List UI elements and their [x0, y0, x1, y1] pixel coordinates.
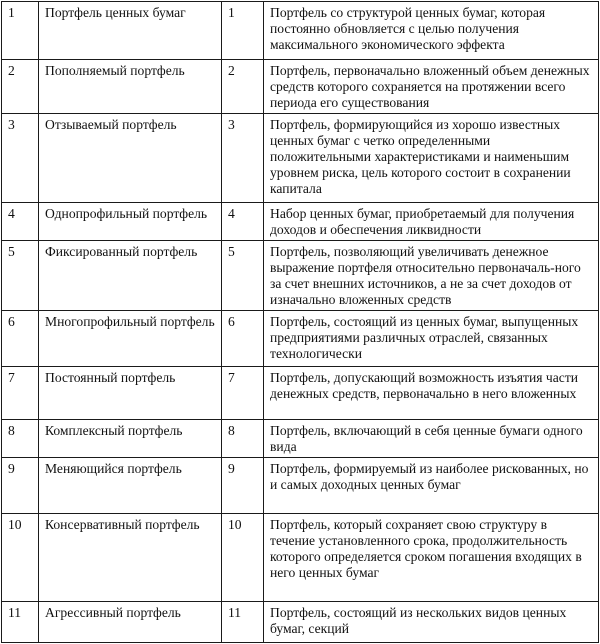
table-row	[2, 2, 599, 60]
definition-number: 5	[222, 240, 264, 310]
definition-number: 8	[222, 420, 264, 458]
definition-cell: Набор ценных бумаг, приобретаемый для получения доходов и обеспечения ликвидности	[264, 202, 599, 240]
definition-number: 6	[222, 310, 264, 366]
term-cell: Фиксированный портфель	[39, 240, 222, 310]
definition-cell: Портфель, который сохраняет свою структуру в течение установленного срока, продолжительность которого определяется сроком погашения входящих в него ценных бумаг	[264, 513, 599, 601]
term-number: 10	[2, 513, 39, 601]
table-row	[2, 202, 599, 240]
definition-cell: Портфель, формируемый из наиболее рискованных, но и самых доходных ценных бумаг	[264, 458, 599, 513]
definition-number: 1	[222, 2, 264, 60]
definition-number: 3	[222, 114, 264, 202]
table-row	[2, 114, 599, 202]
matching-table-body	[2, 2, 599, 643]
table-row	[2, 601, 599, 642]
table-row	[2, 240, 599, 310]
table-row	[2, 60, 599, 114]
definition-number: 10	[222, 513, 264, 601]
table-row	[2, 513, 599, 601]
term-cell: Консервативный портфель	[39, 513, 222, 601]
term-cell: Отзываемый портфель	[39, 114, 222, 202]
definition-cell: Портфель, состоящий из ценных бумаг, выпущенных предприятиями различных отраслей, связанных технологически	[264, 310, 599, 366]
term-cell: Комплексный портфель	[39, 420, 222, 458]
matching-table	[1, 1, 599, 643]
term-cell: Однопрофильный портфель	[39, 202, 222, 240]
term-number: 3	[2, 114, 39, 202]
term-number: 6	[2, 310, 39, 366]
definition-cell: Портфель, первоначально вложенный объем денежных средств которого сохраняется на протяжении всего периода его существования	[264, 60, 599, 114]
definition-number: 2	[222, 60, 264, 114]
term-number: 11	[2, 601, 39, 642]
definition-cell: Портфель, позволяющий увеличивать денежное выражение портфеля относительно первоначаль-ного за счет внешних источников, а не за счет доходов от изначально вложенных средств	[264, 240, 599, 310]
table-row	[2, 420, 599, 458]
term-cell: Портфель ценных бумаг	[39, 2, 222, 60]
term-number: 8	[2, 420, 39, 458]
term-number: 2	[2, 60, 39, 114]
term-number: 1	[2, 2, 39, 60]
definition-cell: Портфель, включающий в себя ценные бумаги одного вида	[264, 420, 599, 458]
definition-number: 4	[222, 202, 264, 240]
term-number: 7	[2, 367, 39, 420]
table-row	[2, 367, 599, 420]
definition-cell: Портфель, состоящий из нескольких видов ценных бумаг, секций	[264, 601, 599, 642]
term-cell: Многопрофильный портфель	[39, 310, 222, 366]
table-row	[2, 310, 599, 366]
definition-number: 11	[222, 601, 264, 642]
definition-number: 9	[222, 458, 264, 513]
definition-cell: Портфель, формирующийся из хорошо известных ценных бумаг с четко определенными положительными характеристиками и наименьшим уровнем риска, цель которого состоит в сохранении капитала	[264, 114, 599, 202]
term-number: 4	[2, 202, 39, 240]
table-row	[2, 458, 599, 513]
definition-number: 7	[222, 367, 264, 420]
term-cell: Пополняемый портфель	[39, 60, 222, 114]
definition-cell: Портфель, допускающий возможность изъятия части денежных средств, первоначально в него вложенных	[264, 367, 599, 420]
term-cell: Агрессивный портфель	[39, 601, 222, 642]
term-number: 5	[2, 240, 39, 310]
term-cell: Меняющийся портфель	[39, 458, 222, 513]
term-cell: Постоянный портфель	[39, 367, 222, 420]
term-number: 9	[2, 458, 39, 513]
definition-cell: Портфель со структурой ценных бумаг, которая постоянно обновляется с целью получения максимального экономического эффекта	[264, 2, 599, 60]
